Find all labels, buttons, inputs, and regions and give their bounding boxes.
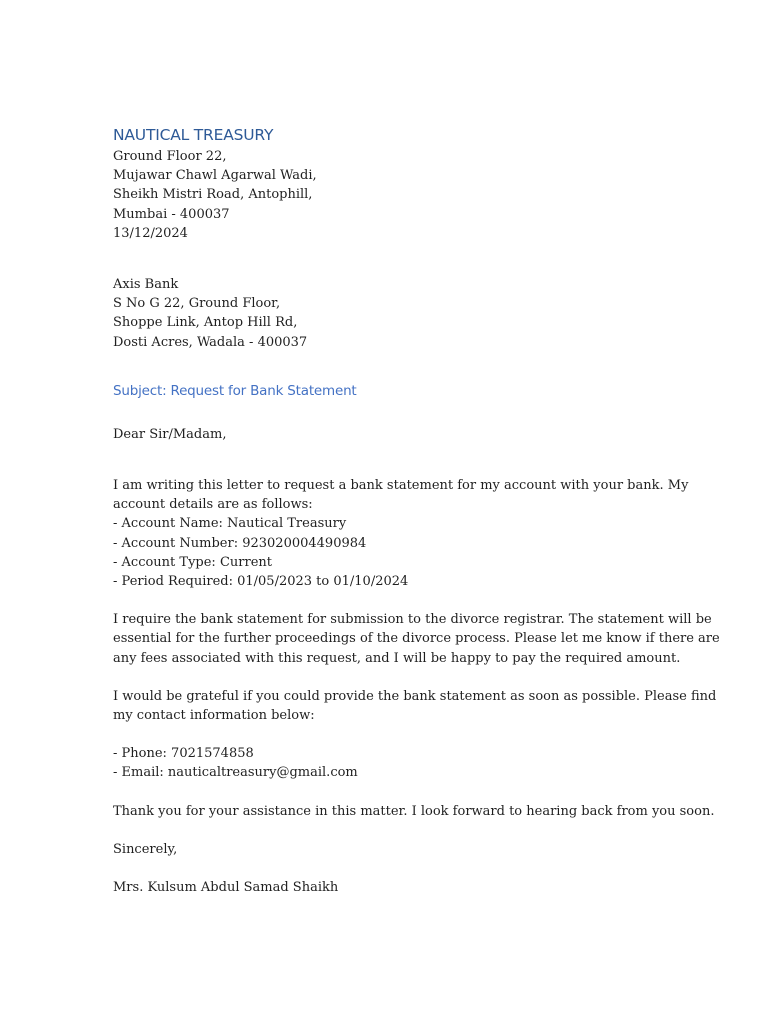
signature-block <box>113 878 658 897</box>
recipient-block <box>113 275 658 352</box>
sender-block <box>113 124 658 243</box>
company-name: NAUTICAL TREASURY <box>113 126 274 144</box>
body-line: essential for the further proceedings of the divorce process. Please let me know if there are <box>113 631 720 647</box>
recipient-line: Dosti Acres, Wadala - 400037 <box>113 334 308 350</box>
spacer <box>113 243 658 275</box>
contact-block <box>113 744 658 782</box>
thanks-paragraph <box>113 802 715 821</box>
recipient-line: Axis Bank <box>113 277 179 293</box>
purpose-paragraph <box>113 610 720 668</box>
body-line: account details are as follows: <box>113 497 313 513</box>
body-line: my contact information below: <box>113 708 315 724</box>
body-line: I require the bank statement for submission to the divorce registrar. The statement will be <box>113 612 712 628</box>
signature-name: Mrs. Kulsum Abdul Samad Shaikh <box>113 880 339 896</box>
recipient-line: Shoppe Link, Antop Hill Rd, <box>113 315 298 331</box>
contact-email: - Email: nauticaltreasury@gmail.com <box>113 765 358 781</box>
closing-block <box>113 840 658 859</box>
subject-heading: Subject: Request for Bank Statement <box>113 382 357 399</box>
letter-page <box>113 124 720 897</box>
sender-address-line: Sheikh Mistri Road, Antophill, <box>113 187 313 203</box>
closing: Sincerely, <box>113 841 178 857</box>
recipient-line: S No G 22, Ground Floor, <box>113 296 281 312</box>
intro-paragraph <box>113 476 689 591</box>
sender-address-line: Mumbai - 400037 <box>113 206 230 222</box>
account-detail: - Account Name: Nautical Treasury <box>113 516 347 532</box>
letter-date: 13/12/2024 <box>113 225 188 241</box>
body-line: I am writing this letter to request a bank statement for my account with your bank. My <box>113 478 689 494</box>
body-line: Thank you for your assistance in this matter. I look forward to hearing back from you soon. <box>113 803 715 819</box>
request-paragraph <box>113 687 717 725</box>
salutation: Dear Sir/Madam, <box>113 426 227 442</box>
sender-address-line: Mujawar Chawl Agarwal Wadi, <box>113 168 317 184</box>
account-detail: - Account Type: Current <box>113 554 272 570</box>
salutation-block <box>113 425 658 444</box>
body-line: I would be grateful if you could provide the bank statement as soon as possible. Please find <box>113 688 717 704</box>
contact-phone: - Phone: 7021574858 <box>113 746 254 762</box>
sender-address-line: Ground Floor 22, <box>113 149 227 164</box>
body-line: any fees associated with this request, and I will be happy to pay the required amount. <box>113 650 681 666</box>
account-detail: - Period Required: 01/05/2023 to 01/10/2024 <box>113 574 409 590</box>
account-detail: - Account Number: 923020004490984 <box>113 535 367 551</box>
